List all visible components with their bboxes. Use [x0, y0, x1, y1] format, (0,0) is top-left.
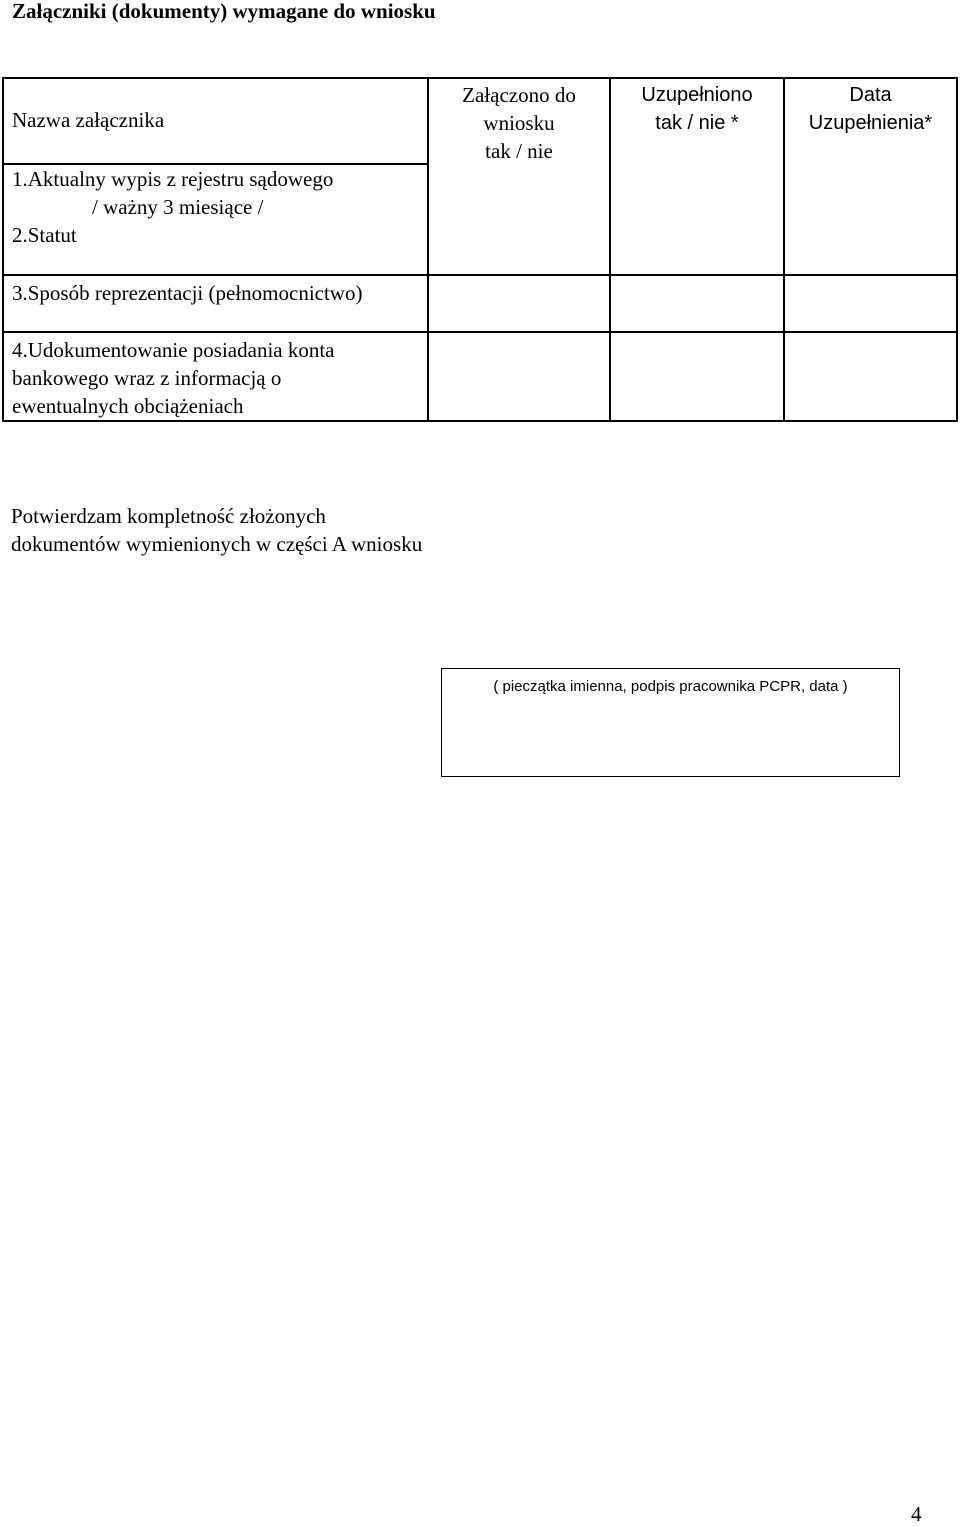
page-heading: Załączniki (dokumenty) wymagane do wniosku — [12, 0, 436, 23]
row-2-supplemented-cell[interactable] — [610, 275, 784, 332]
row-3-attachment-name: 4.Udokumentowanie posiadania konta bankowego wraz z informacją o ewentualnych obciążeniach — [3, 332, 428, 421]
row-3-supplemented-cell[interactable] — [610, 332, 784, 421]
header-attachment-name: Nazwa załącznika — [3, 78, 428, 164]
page-number: 4 — [911, 1502, 922, 1526]
confirmation-statement: Potwierdzam kompletność złożonych dokumentów wymienionych w części A wniosku — [11, 504, 423, 556]
attachments-table — [2, 77, 958, 422]
row-2-attachment-name: 3.Sposób reprezentacji (pełnomocnictwo) — [3, 275, 428, 332]
row-2-attached-cell[interactable] — [428, 275, 610, 332]
header-supplemented: Uzupełniono tak / nie * — [610, 78, 784, 275]
header-supplement-date: Data Uzupełnienia* — [784, 78, 957, 275]
header-attached: Załączono do wniosku tak / nie — [428, 78, 610, 275]
row-3-attached-cell[interactable] — [428, 332, 610, 421]
row-3-date-cell[interactable] — [784, 332, 957, 421]
row-2-date-cell[interactable] — [784, 275, 957, 332]
stamp-signature-label: ( pieczątka imienna, podpis pracownika PCPR, data ) — [493, 678, 848, 695]
row-1-attachment-name: 1.Aktualny wypis z rejestru sądowego / ważny 3 miesiące / 2.Statut — [3, 164, 428, 275]
stamp-signature-box[interactable] — [441, 668, 900, 777]
